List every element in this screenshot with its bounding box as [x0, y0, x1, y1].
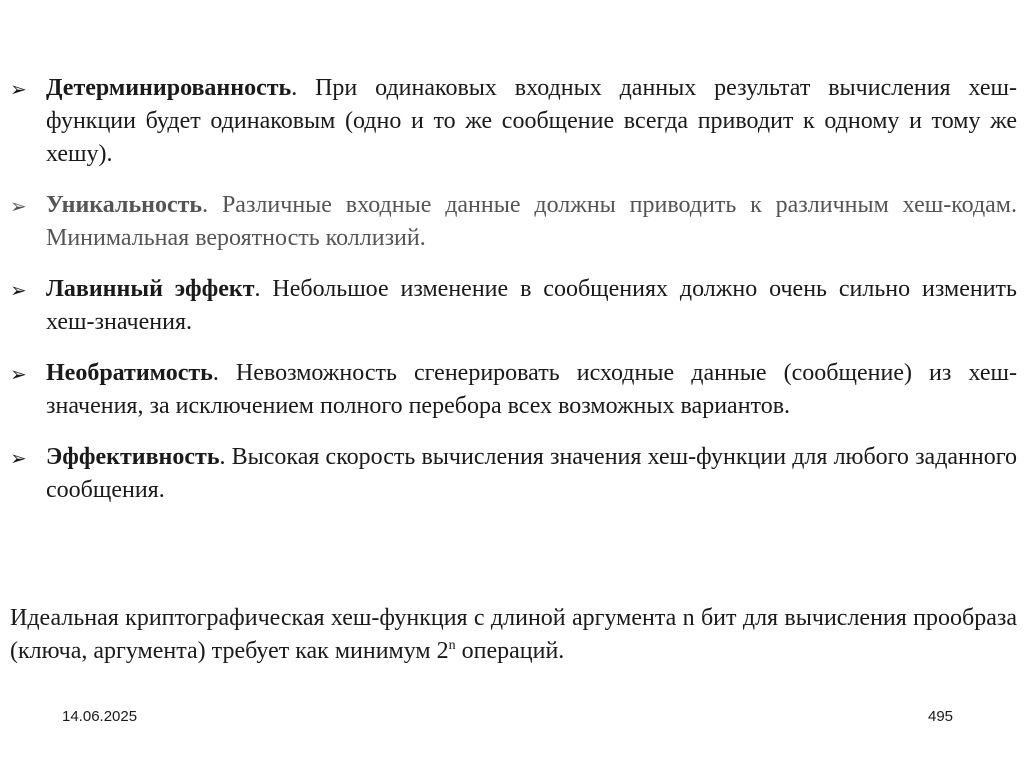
bullet-term: Эффективность	[46, 444, 220, 470]
arrow-bullet-icon: ➢	[10, 278, 27, 302]
bullet-description: . Различные входные данные должны приводить к различным хеш-кодам. Минимальная вероятность коллизий.	[46, 192, 1017, 251]
paragraph-text: Идеальная криптографическая хеш-функция с длиной аргумента n бит для вычисления прообраза (ключа, аргумента) требует как минимум 2	[10, 605, 1017, 664]
bullet-term: Уникальность	[46, 192, 203, 218]
bullet-item-avalanche	[10, 273, 1017, 339]
bullet-text	[46, 441, 1017, 507]
bullet-text	[46, 189, 1017, 255]
bullet-text	[46, 357, 1017, 423]
summary-paragraph	[10, 602, 1017, 668]
page-number: 495	[928, 708, 954, 725]
footer-date: 14.06.2025	[62, 708, 138, 725]
bullet-text	[46, 72, 1017, 171]
bullet-description: . Невозможность сгенерировать исходные данные (сообщение) из хеш-значения, за исключением полного перебора всех возможных вариантов.	[46, 360, 1017, 419]
bullet-text	[46, 273, 1017, 339]
arrow-bullet-icon: ➢	[10, 362, 27, 386]
arrow-bullet-icon: ➢	[10, 77, 27, 101]
exponent-superscript: n	[448, 638, 456, 653]
arrow-bullet-icon: ➢	[10, 194, 27, 218]
bullet-item-uniqueness	[10, 189, 1017, 255]
bullet-list	[10, 72, 1017, 525]
bullet-term: Лавинный эффект	[46, 276, 255, 302]
bullet-item-irreversibility	[10, 357, 1017, 423]
bullet-description: . Небольшое изменение в сообщениях должно очень сильно изменить хеш-значения.	[46, 276, 1017, 335]
paragraph-text-end: операций.	[455, 638, 565, 664]
bullet-description: . При одинаковых входных данных результат вычисления хеш-функции будет одинаковым (одно и то же сообщение всегда приводит к одному и тому же хешу).	[46, 75, 1017, 167]
bullet-item-efficiency	[10, 441, 1017, 507]
bullet-description: . Высокая скорость вычисления значения хеш-функции для любого заданного сообщения.	[46, 444, 1017, 503]
bullet-item-determinism	[10, 72, 1017, 171]
bullet-term: Необратимость	[46, 360, 213, 386]
arrow-bullet-icon: ➢	[10, 446, 27, 470]
bullet-term: Детерминированность	[46, 75, 292, 101]
